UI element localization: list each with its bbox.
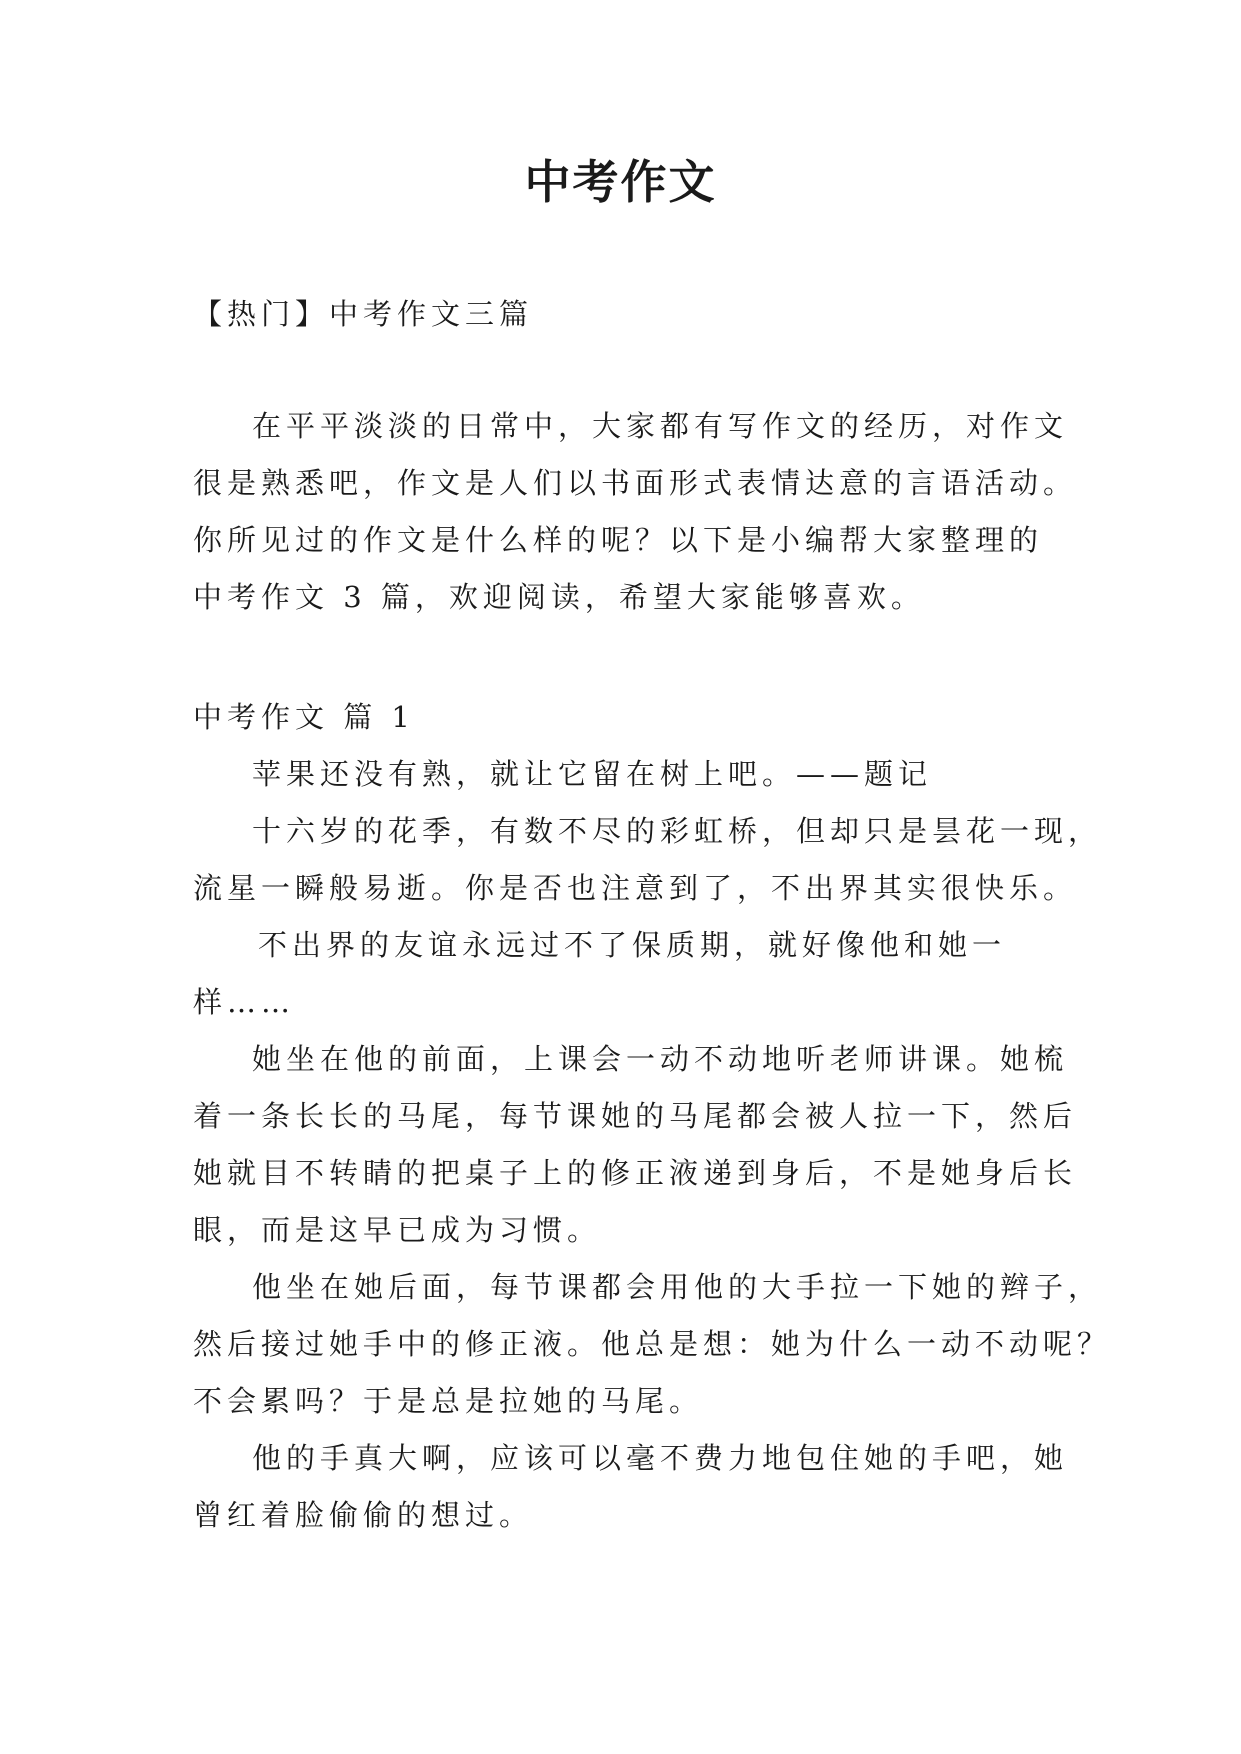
intro-line: 很是熟悉吧，作文是人们以书面形式表情达意的言语活动。: [193, 466, 1078, 500]
body-line: 她坐在他的前面，上课会一动不动地听老师讲课。她梳: [252, 1042, 1069, 1076]
body-line: 着一条长长的马尾，每节课她的马尾都会被人拉一下，然后: [193, 1099, 1078, 1133]
body-line: 样……: [193, 985, 296, 1019]
intro-line: 中考作文 3 篇，欢迎阅读，希望大家能够喜欢。: [193, 580, 925, 614]
document-title: 中考作文: [524, 155, 717, 209]
body-line: 他的手真大啊，应该可以毫不费力地包住她的手吧，她: [252, 1441, 1069, 1475]
document-subtitle: 【热门】中考作文三篇: [193, 297, 534, 331]
body-line: 她就目不转睛的把桌子上的修正液递到身后，不是她身后长: [193, 1156, 1078, 1190]
body-line: 十六岁的花季，有数不尽的彩虹桥，但却只是昙花一现，: [252, 814, 1103, 848]
body-line: 然后接过她手中的修正液。他总是想：她为什么一动不动呢？: [193, 1327, 1112, 1361]
section-heading: 中考作文 篇 1: [193, 700, 415, 734]
body-line: 曾红着脸偷偷的想过。: [193, 1498, 534, 1532]
body-line: 不出界的友谊永远过不了保质期，就好像他和她一: [258, 928, 1007, 962]
body-line: 流星一瞬般易逝。你是否也注意到了，不出界其实很快乐。: [193, 871, 1078, 905]
body-line: 苹果还没有熟，就让它留在树上吧。——题记: [252, 757, 933, 791]
intro-line: 在平平淡淡的日常中，大家都有写作文的经历，对作文: [252, 409, 1069, 443]
body-line: 眼，而是这早已成为习惯。: [193, 1213, 602, 1247]
body-line: 他坐在她后面，每节课都会用他的大手拉一下她的辫子，: [252, 1270, 1103, 1304]
body-line: 不会累吗？于是总是拉她的马尾。: [193, 1384, 704, 1418]
intro-line: 你所见过的作文是什么样的呢？以下是小编帮大家整理的: [193, 523, 1044, 557]
